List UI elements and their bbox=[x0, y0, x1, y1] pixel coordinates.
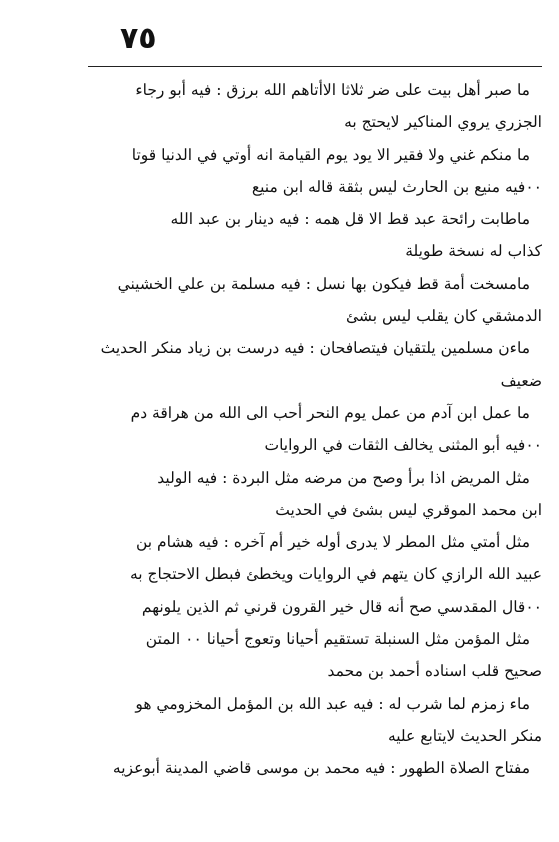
text-line: مامسخت أمة قط فيكون بها نسل : فيه مسلمة بن علي الخشيني bbox=[117, 274, 530, 293]
text-line: ٠٠فيه أبو المثنى يخالف الثقات في الروايات bbox=[264, 436, 542, 455]
text-line: ٠٠قال المقدسي صح أنه قال خير القرون قرني ثم الذين يلونهم bbox=[141, 597, 542, 616]
text-line: ابن محمد الموقري ليس بشئ في الحديث bbox=[275, 500, 542, 519]
text-line: منكر الحديث لايتابع عليه bbox=[387, 726, 542, 745]
text-line: عبيد الله الرازي كان يتهم في الروايات ويخطئ فبطل الاحتجاج به bbox=[130, 565, 542, 584]
text-line: ماءن مسلمين يلتقيان فيتصافحان : فيه درست بن زياد منكر الحديث bbox=[100, 339, 530, 358]
text-line: ٠٠فيه منيع بن الحارث ليس بثقة قاله ابن منيع bbox=[251, 177, 542, 196]
text-line: الجزري يروي المناكير لايحتج به bbox=[344, 113, 542, 132]
text-line: كذاب له نسخة طويلة bbox=[405, 242, 542, 261]
text-line: ماء زمزم لما شرب له : فيه عبد الله بن المؤمل المخزومي هو bbox=[135, 694, 530, 713]
text-line: ماطابت رائحة عبد قط الا قل همه : فيه دينار بن عبد الله bbox=[170, 210, 530, 229]
text-line: ما منكم غني ولا فقير الا يود يوم القيامة انه أوتي في الدنيا قوتا bbox=[131, 145, 530, 164]
text-line: ما عمل ابن آدم من عمل يوم النحر أحب الى الله من هراقة دم bbox=[130, 403, 530, 422]
page-body bbox=[90, 74, 542, 785]
text-line: ما صبر أهل بيت على ضر ثلاثا الاأتاهم الله برزق : فيه أبو رجاء bbox=[135, 81, 530, 99]
text-line: صحيح قلب اسناده أحمد بن محمد bbox=[327, 662, 542, 681]
text-line: ضعيف bbox=[500, 371, 542, 390]
text-line: مثل المؤمن مثل السنبلة تستقيم أحيانا وتعوج أحيانا ٠٠ المتن bbox=[145, 630, 530, 649]
header-rule bbox=[88, 66, 542, 67]
text-line: مثل أمتي مثل المطر لا يدرى أوله خير أم آخره : فيه هشام بن bbox=[135, 533, 530, 552]
text-line: مثل المريض اذا برأ وصح من مرضه مثل البردة : فيه الوليد bbox=[157, 468, 530, 487]
page-number: ٧٥ bbox=[120, 21, 157, 56]
text-line: مفتاح الصلاة الطهور : فيه محمد بن موسى قاضي المدينة أبوعزيه bbox=[112, 759, 530, 778]
text-line: الدمشقي كان يقلب ليس بشئ bbox=[346, 307, 542, 326]
